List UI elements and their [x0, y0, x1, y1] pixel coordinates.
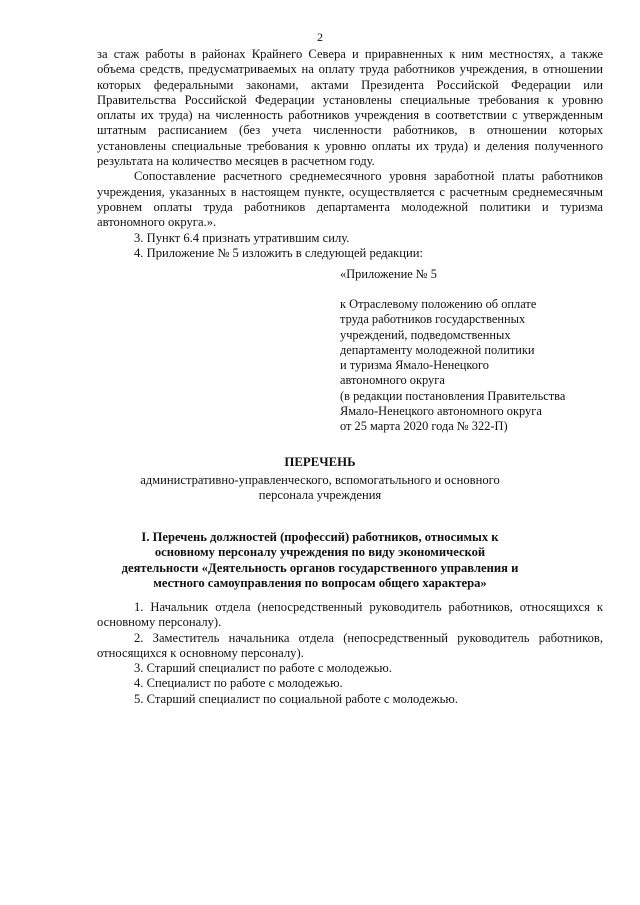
paragraph-continuation: за стаж работы в районах Крайнего Севера и приравненных к ним местностях, а также объема средств, предусматриваемых на оплату труда работников учреждения, в отношении которых федеральными законами, актами Президента Российской Федерации или Правительства Российской Федерации установлены специальные требования к уровню оплаты их труда) на численность работников учреждения в соответствии с утвержденным штатным расписанием (без учета численности работников, в отношении которых установлены специальные требования к уровню оплаты их труда) и деления полученного результата на количество месяцев в расчетном году.: [97, 47, 603, 169]
appendix-reference: к Отраслевому положению об оплате труда работников государственных учреждений, подведомственных департаменту молодежной политики и туризма Ямало-Ненецкого автономного округа (в редакции постановления Правительства Ямало-Ненецкого автономного округа от 25 марта 2020 года № 322-П): [340, 297, 566, 434]
positions-list: [97, 600, 603, 707]
body-text: [97, 47, 603, 261]
section-title: I. Перечень должностей (профессий) работников, относимых к основному персоналу учреждения по виду экономической деятельности «Деятельность органов государственного управления и местного самоуправления по вопросам общего характера»: [121, 530, 519, 590]
paragraph-comparison: Сопоставление расчетного среднемесячного уровня заработной платы работников учреждения, указанных в настоящем пункте, осуществляется с расчетным среднемесячным уровнем оплаты труда работников департамента молодежной политики и туризма автономного округа.».: [97, 169, 603, 230]
list-item: 4. Специалист по работе с молодежью.: [134, 676, 343, 691]
appendix-title: «Приложение № 5: [340, 267, 437, 281]
page-number: 2: [317, 30, 323, 44]
paragraph-item-3: 3. Пункт 6.4 признать утратившим силу.: [134, 230, 350, 245]
list-subtitle: административно-управленческого, вспомогатьльного и основного персонала учреждения: [140, 473, 500, 503]
list-title: ПЕРЕЧЕНЬ: [284, 455, 356, 469]
paragraph-item-4: 4. Приложение № 5 изложить в следующей редакции:: [134, 245, 423, 260]
list-item: 5. Старший специалист по социальной работе с молодежью.: [134, 691, 458, 706]
list-item: 2. Заместитель начальника отдела (непосредственный руководитель работников, относящихся к основному персоналу).: [97, 630, 603, 660]
list-item: 1. Начальник отдела (непосредственный руководитель работников, относящихся к основному персоналу).: [97, 600, 603, 630]
list-item: 3. Старший специалист по работе с молодежью.: [134, 661, 392, 676]
